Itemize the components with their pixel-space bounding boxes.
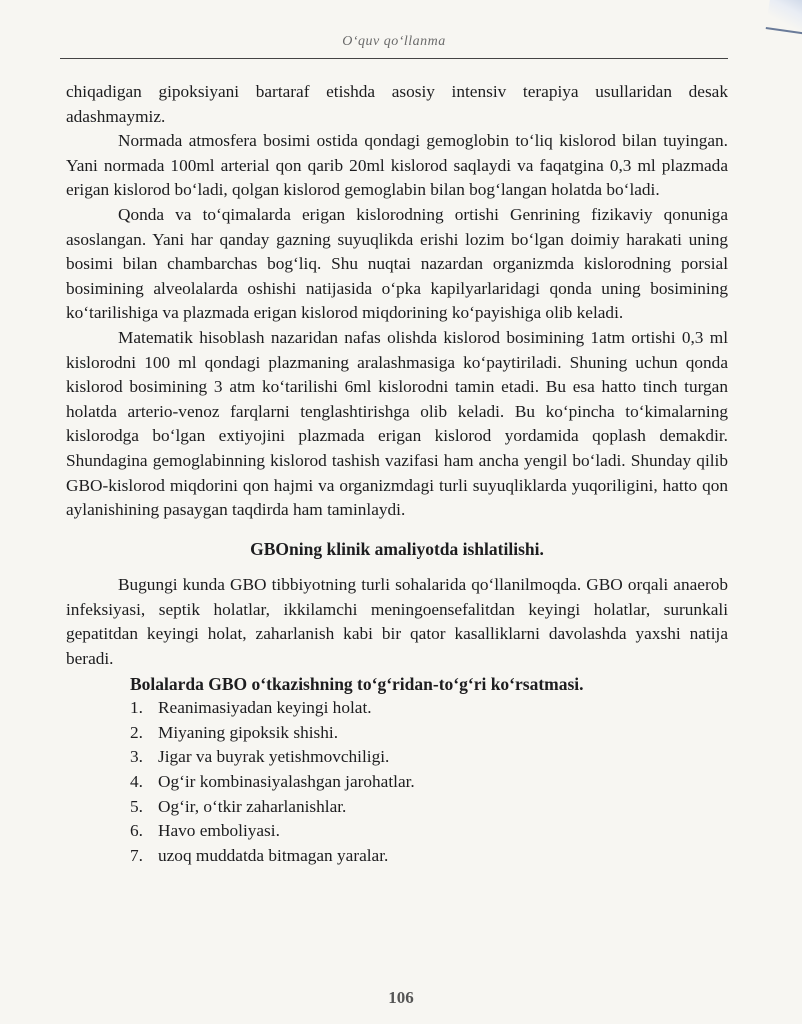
- page-number: 106: [388, 988, 414, 1007]
- page-body: [66, 80, 728, 868]
- running-header: O‘quv qo‘llanma: [342, 34, 446, 49]
- page-corner-fold: [766, 0, 802, 35]
- list-item: 1. Reanimasiyadan keyingi holat.: [130, 698, 372, 718]
- header-rule: [60, 58, 728, 59]
- paragraph-calculation: Matematik hisoblash nazaridan nafas olishda kislorod bosimining 1atm ortishi 0,3 ml kislorodni 100 ml qondagi plazmaning aralashmasiga ko‘paytiriladi. Shuning uchun qonda kislorod bosimining 3 atm ko‘tarilishi 6ml kislorodni tamin etadi. Bu esa hatto tinch turgan holatda arterio-venoz farqlarni tenglashtirishga olib keladi. Bu ko‘pincha to‘kimalarning kislorodga bo‘lgan extiyojini plazmada erigan kislorod yordamida qoplash demakdir. Shundagina gemoglabinning kislorod tashish vazifasi ham ancha yengil bo‘ladi. Shunday qilib GBO-kislorod miqdorini qon hajmi va organizmdagi turli suyuqliklarda yuqoriligini, hatto qon aylanishining pasaygan taqdirda ham taminlaydi.: [66, 327, 728, 520]
- list-item: 2. Miyaning gipoksik shishi.: [130, 722, 339, 742]
- paragraph-clinical-use: Bugungi kunda GBO tibbiyotning turli sohalarida qo‘llanilmoqda. GBO orqali anaerob infeksiyasi, septik holatlar, ikkilamchi meningoensefalitdan keyingi holatlar, surunkali gepatitdan keyingi holat, zaharlanish kabi bir qator kasalliklarni davolashda yaxshi natija beradi.: [66, 575, 728, 669]
- indications-list: [66, 696, 728, 868]
- list-item: 3. Jigar va buyrak yetishmovchiligi.: [130, 747, 390, 767]
- list-item: 7. uzoq muddatda bitmagan yaralar.: [130, 845, 389, 865]
- paragraph-continuation: chiqadigan gipoksiyani bartaraf etishda asosiy intensiv terapiya usullaridan desak adashmaymiz.: [66, 82, 728, 126]
- list-item: 6. Havo emboliyasi.: [130, 821, 280, 841]
- list-heading: Bolalarda GBO o‘tkazishning to‘g‘ridan-to‘g‘ri ko‘rsatmasi.: [130, 673, 584, 694]
- paragraph-henry-law: Qonda va to‘qimalarda erigan kislorodning ortishi Genrining fizikaviy qonuniga asoslangan. Yani har qanday gazning suyuqlikda erishi lozim bo‘lgan doimiy harakati uning bosimi bilan chambarchas bog‘liq. Shu nuqtai nazardan organizmda kislorodning porsial bosimining alveolalarda oshishi natijasida o‘pka kapilyarlaridagi qonda uning bosimining ko‘tarilishiga va plazmada erigan kislorod miqdorining ko‘payishiga olib keladi.: [66, 204, 728, 323]
- section-heading: GBOning klinik amaliyotda ishlatilishi.: [250, 538, 544, 559]
- list-item: 5. Og‘ir, o‘tkir zaharlanishlar.: [130, 796, 347, 816]
- paragraph-hemoglobin: Normada atmosfera bosimi ostida qondagi gemoglobin to‘liq kislorod bilan tuyingan. Yani normada 100ml arterial qon qarib 20ml kislorod saqlaydi va faqatgina 0,3 ml plazmada erigan kislorod bo‘ladi, qolgan kislorod gemoglabin bilan bog‘langan holatda bo‘ladi.: [66, 131, 728, 200]
- list-item: 4. Og‘ir kombinasiyalashgan jarohatlar.: [130, 772, 415, 792]
